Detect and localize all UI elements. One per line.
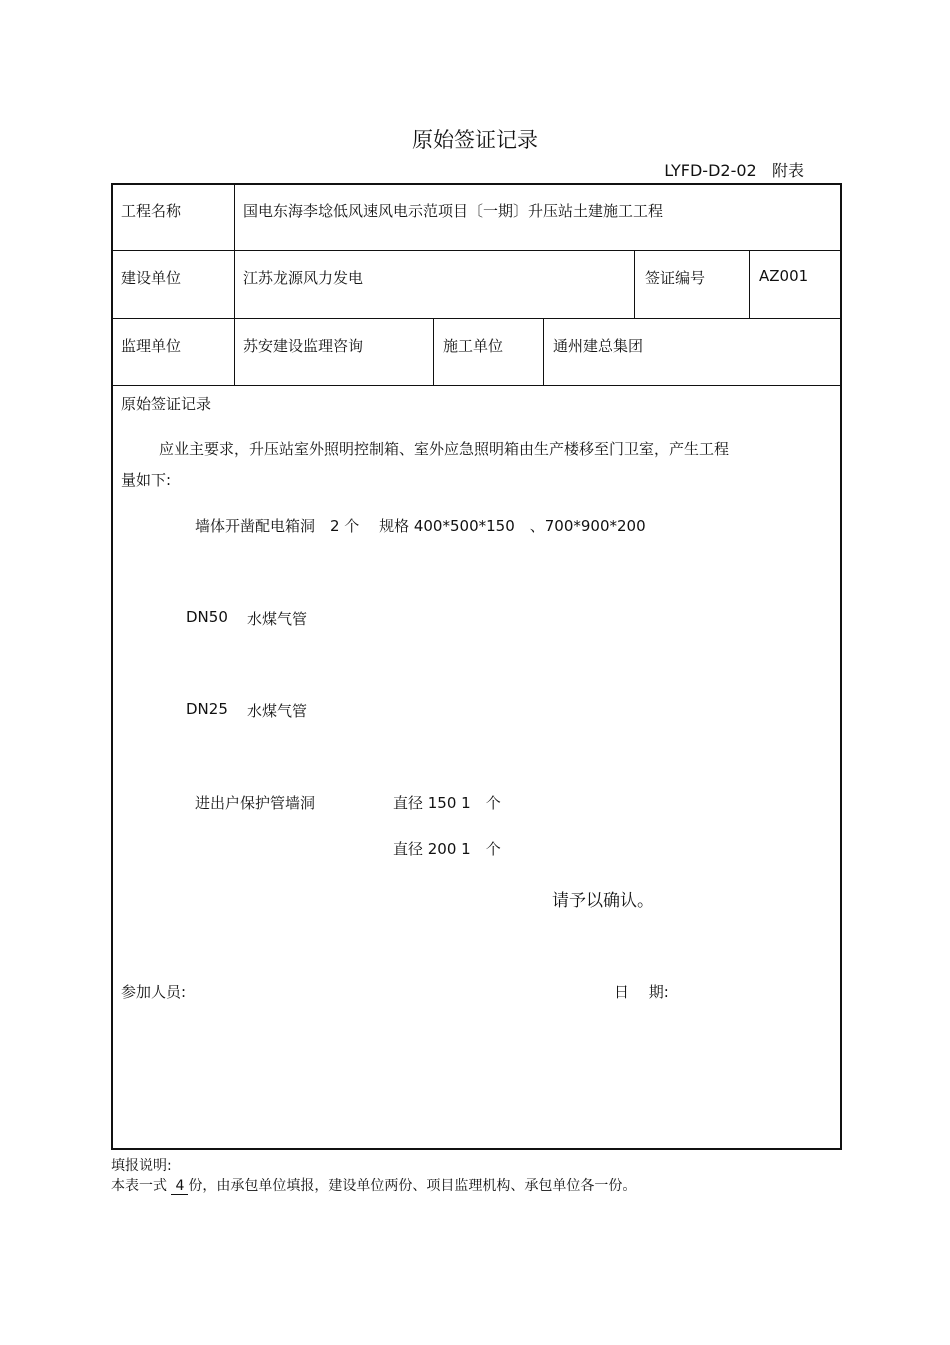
date-label: 日 期: bbox=[614, 983, 669, 1001]
item-dn25-spec: DN25 bbox=[186, 700, 228, 718]
item-sleeve-hole: 进出户保护管墙洞 bbox=[195, 794, 316, 812]
project-name-value: 国电东海李埝低风速风电示范项目〔一期〕升压站土建施工工程 bbox=[243, 202, 664, 220]
row-divider-3 bbox=[111, 385, 842, 386]
project-name-label: 工程名称 bbox=[121, 202, 182, 220]
page-title: 原始签证记录 bbox=[412, 128, 538, 152]
visa-form-table bbox=[111, 183, 842, 1150]
contractor-label-divider-right bbox=[543, 318, 544, 385]
visa-number-value: AZ001 bbox=[759, 267, 809, 285]
record-intro-line2: 量如下: bbox=[121, 471, 172, 489]
supervisor-label: 监理单位 bbox=[121, 337, 182, 355]
copies-prefix: 本表一式 bbox=[111, 1178, 167, 1194]
fill-instructions-text bbox=[111, 1175, 636, 1195]
copies-count: 4 bbox=[171, 1178, 188, 1195]
visa-number-label: 签证编号 bbox=[645, 269, 706, 287]
supervisor-value: 苏安建设监理咨询 bbox=[243, 337, 364, 355]
confirm-text: 请予以确认。 bbox=[552, 891, 654, 911]
owner-label: 建设单位 bbox=[121, 269, 182, 287]
visa-value-divider bbox=[749, 250, 750, 318]
participants-label: 参加人员: bbox=[121, 983, 187, 1001]
item-sleeve-size-200: 直径 200 1 个 bbox=[393, 840, 501, 858]
visa-label-divider bbox=[634, 250, 635, 318]
owner-value: 江苏龙源风力发电 bbox=[243, 269, 364, 287]
document-number bbox=[664, 158, 804, 181]
doc-code: LYFD-D2-02 bbox=[664, 161, 757, 180]
copies-suffix: 份，由承包单位填报，建设单位两份、项目监理机构、承包单位各一份。 bbox=[188, 1178, 637, 1194]
row-divider-1 bbox=[111, 250, 842, 251]
item-sleeve-size-150: 直径 150 1 个 bbox=[393, 794, 501, 812]
row-divider-2 bbox=[111, 318, 842, 319]
item-dn50-spec: DN50 bbox=[186, 608, 228, 626]
item-dn25-name: 水煤气管 bbox=[247, 702, 308, 720]
item-wall-opening: 墙体开凿配电箱洞 2 个 规格 400*500*150 、700*900*200 bbox=[195, 517, 646, 535]
label-column-divider bbox=[234, 183, 235, 385]
record-intro-line1: 应业主要求，升压站室外照明控制箱、室外应急照明箱由生产楼移至门卫室，产生工程 bbox=[159, 440, 730, 458]
attachment-label: 附表 bbox=[771, 161, 804, 180]
contractor-label-divider-left bbox=[433, 318, 434, 385]
item-dn50-name: 水煤气管 bbox=[247, 610, 308, 628]
contractor-label: 施工单位 bbox=[443, 337, 504, 355]
record-heading: 原始签证记录 bbox=[121, 395, 212, 413]
contractor-value: 通州建总集团 bbox=[553, 337, 644, 355]
fill-instructions-title: 填报说明: bbox=[111, 1158, 172, 1174]
